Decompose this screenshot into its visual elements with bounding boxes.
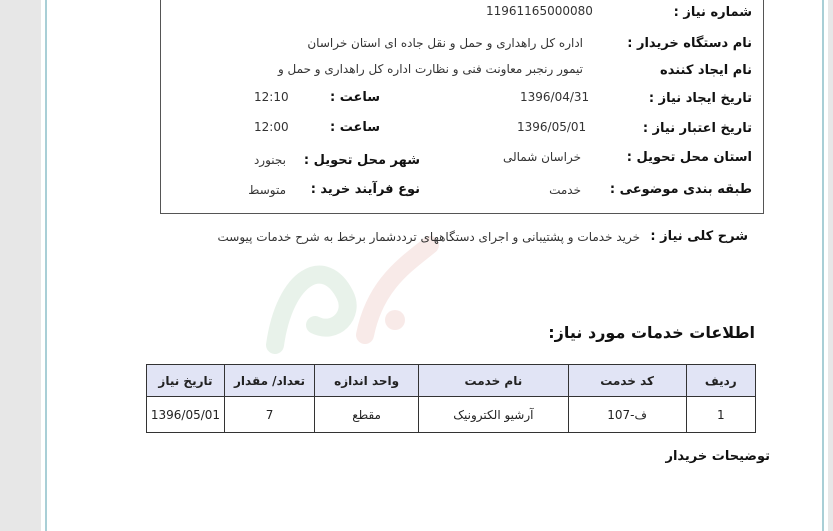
left-gutter [0, 0, 41, 531]
services-table [146, 364, 756, 433]
category-value: خدمت [549, 183, 581, 197]
cell-quantity: 7 [224, 397, 314, 433]
col-header-service-name: نام خدمت [419, 365, 569, 397]
cell-need-date: 1396/05/01 [147, 397, 225, 433]
valid-time-value: 12:00 [254, 120, 289, 134]
delivery-city-label: شهر محل تحویل : [303, 153, 420, 168]
process-type-value: متوسط [248, 183, 286, 197]
cell-row-number: 1 [686, 397, 755, 433]
creator-value: تیمور رنجبر معاونت فنی و نظارت اداره کل راهداری و حمل و [277, 62, 583, 76]
page-frame-right [822, 0, 824, 531]
buyer-notes-title: توضیحات خریدار [665, 449, 770, 464]
description-value: خرید خدمات و پشتیبانی و اجرای دستگاههای ترددشمار برخط به شرح خدمات پیوست [217, 230, 640, 244]
right-gutter [828, 0, 833, 531]
cell-service-name: آرشیو الکترونیک [419, 397, 569, 433]
created-time-value: 12:10 [254, 90, 289, 104]
col-header-row-number: ردیف [686, 365, 755, 397]
creator-label: نام ایجاد کننده [660, 63, 752, 78]
buyer-org-value: اداره کل راهداری و حمل و نقل جاده ای استان خراسان [307, 36, 583, 50]
created-time-label: ساعت : [330, 90, 381, 105]
buyer-org-label: نام دستگاه خریدار : [627, 36, 752, 51]
category-label: طبقه بندی موضوعی : [609, 182, 752, 197]
valid-time-label: ساعت : [330, 120, 381, 135]
created-date-label: تاریخ ایجاد نیاز : [648, 91, 752, 106]
cell-unit: مقطع [315, 397, 419, 433]
description-label: شرح کلی نیاز : [650, 229, 748, 244]
created-date-value: 1396/04/31 [520, 90, 590, 104]
col-header-need-date: تاریخ نیاز [147, 365, 225, 397]
delivery-city-value: بجنورد [253, 153, 286, 167]
need-number-label: شماره نیاز : [673, 5, 752, 20]
page-frame-left [45, 0, 47, 531]
table-row [147, 397, 756, 433]
services-section-title: اطلاعات خدمات مورد نیاز: [548, 323, 755, 342]
delivery-province-value: خراسان شمالی [502, 150, 581, 164]
need-number-value: 11961165000080 [486, 4, 593, 18]
process-type-label: نوع فرآیند خرید : [310, 182, 420, 197]
col-header-service-code: کد خدمت [568, 365, 686, 397]
valid-date-value: 1396/05/01 [517, 120, 587, 134]
col-header-unit: واحد اندازه [315, 365, 419, 397]
delivery-province-label: استان محل تحویل : [626, 150, 752, 165]
col-header-quantity: تعداد/ مقدار [224, 365, 314, 397]
cell-service-code: ف-107 [568, 397, 686, 433]
valid-date-label: تاریخ اعتبار نیاز : [642, 121, 752, 136]
services-table-header-row [147, 365, 756, 397]
